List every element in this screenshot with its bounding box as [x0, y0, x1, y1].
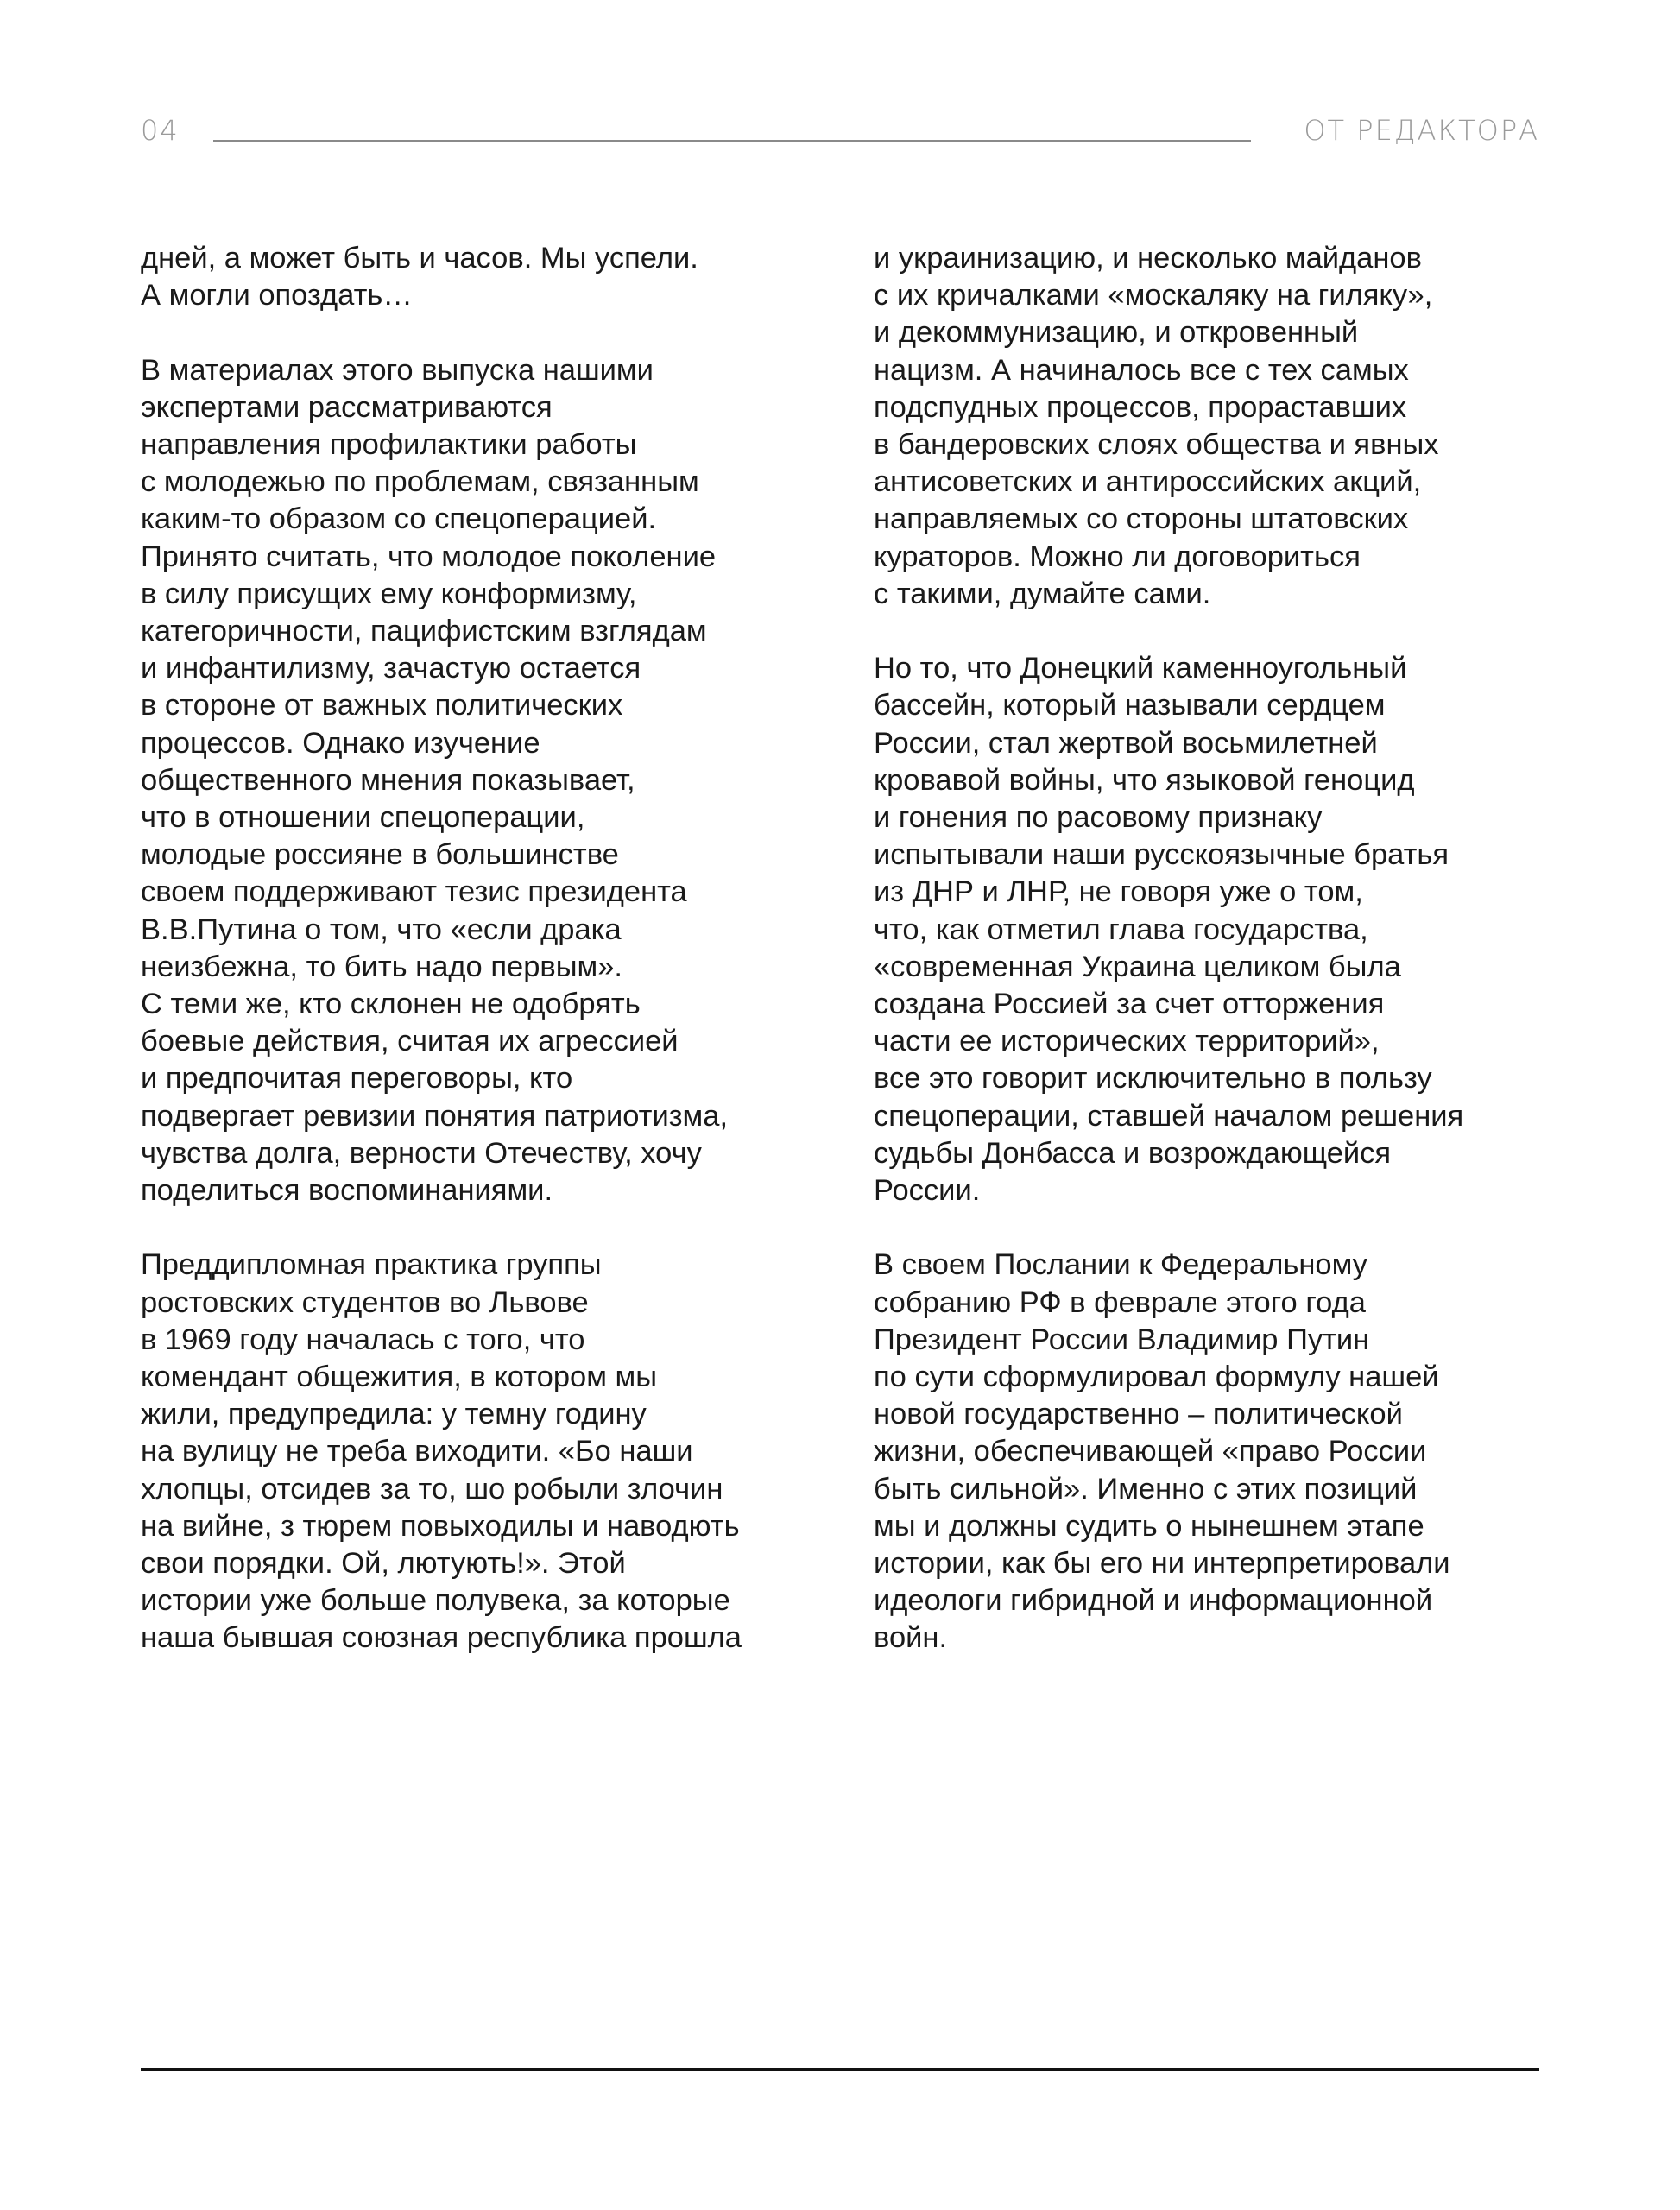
page-number: 04 — [141, 114, 180, 147]
paragraph: В своем Послании к Федеральному собранию РФ в феврале этого года Президент России Владимир Путин по сути сформулировал формулу нашей новой государственно – политической жизни, обеспечивающей «право России быть сильной». Именно с этих позиций мы и должны судить о нынешнем этапе истории, как бы его ни интерпретировали идеологи гибридной и информационной войн. — [874, 1248, 1450, 1655]
paragraph: и украинизацию, и несколько майданов с их кричалками «москаляку на гиляку», и декоммунизацию, и откровенный нацизм. А начиналось все с тех самых подспудных процессов, прораставших в бандеровских слоях общества и явных антисоветских и антироссийских акций, направляемых со стороны штатовских кураторов. Можно ли договориться с такими, думайте сами. — [874, 242, 1439, 610]
paragraph: Преддипломная практика группы ростовских студентов во Львове в 1969 году началась с того, что комендант общежития, в котором мы жили, предупредила: у темну годину на вулицу не треба виходити. «Бо наши хлопцы, отсидев за то, шо робыли злочин на вийне, з тюрем повыходилы и наводють свои порядки. Ой, лютують!». Этой истории уже больше полувека, за которые наша бывшая союзная республика прошла — [141, 1248, 742, 1655]
section-title: ОТ РЕДАКТОРА — [1304, 114, 1539, 147]
right-column — [874, 240, 1556, 1695]
page-header — [0, 0, 1680, 173]
paragraph: В материалах этого выпуска нашими экспертами рассматриваются направления профилактики работы с молодежью по проблемам, связанным каким-то образом со спецоперацией. Принято считать, что молодое поколение в силу присущих ему конформизму, категоричности, пацифистским взглядам и инфантилизму, зачастую остается в стороне от важных политических процессов. Однако изучение общественного мнения показывает, что в отношении спецоперации, молодые россияне в большинстве своем поддерживают тезис президента В.В.Путина о том, что «если драка неизбежна, то бить надо первым». С теми же, кто склонен не одобрять боевые действия, считая их агрессией и предпочитая переговоры, кто подвергает ревизии понятия патриотизма, чувства долга, верности Отечеству, хочу поделиться воспоминаниями. — [141, 353, 729, 1208]
paragraph: дней, а может быть и часов. Мы успели. А могли опоздать… — [141, 242, 698, 313]
footer-divider — [141, 2068, 1539, 2071]
header-divider — [213, 140, 1251, 142]
left-column — [141, 240, 823, 1695]
paragraph: Но то, что Донецкий каменноугольный бассейн, который называли сердцем России, стал жертвой восьмилетней кровавой войны, что языковой геноцид и гонения по расовому признаку испытывали наши русскоязычные братья из ДНР и ЛНР, не говоря уже о том, что, как отметил глава государства, «современная Украина целиком была создана Россией за счет отторжения части ее исторических территорий», все это говорит исключительно в пользу спецоперации, ставшей началом решения судьбы Донбасса и возрождающейся России. — [874, 652, 1464, 1208]
